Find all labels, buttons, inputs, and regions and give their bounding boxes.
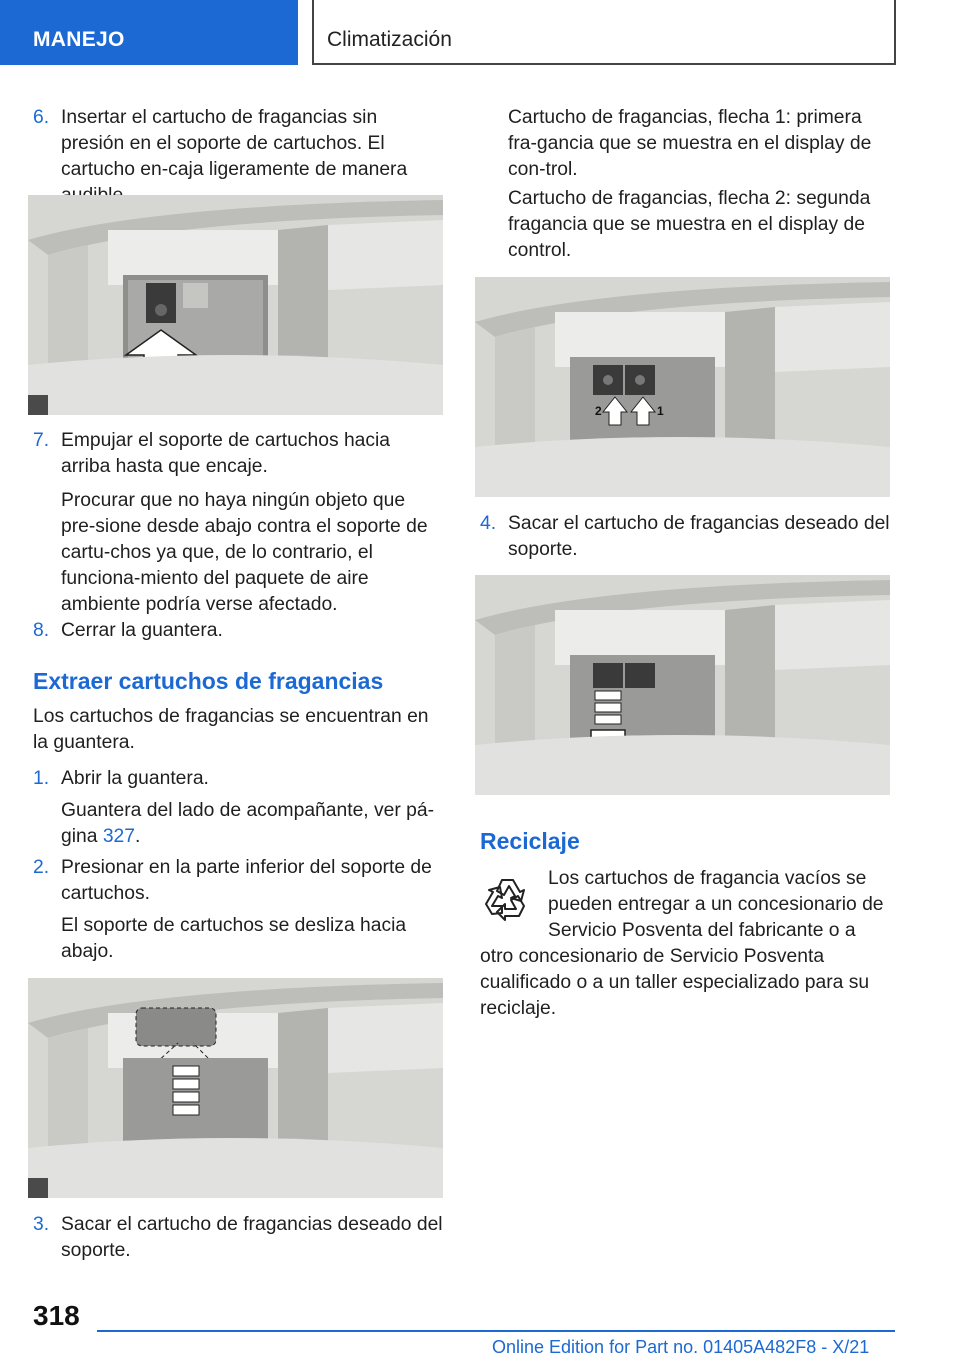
step-2-note: El soporte de cartuchos se desliza hacia abajo.	[61, 915, 407, 962]
step-text: Abrir la guantera.	[61, 768, 209, 789]
step-8	[33, 618, 443, 644]
step-text: Cerrar la guantera.	[61, 620, 223, 641]
section-heading: Reciclaje	[480, 828, 580, 854]
glovebox-illustration	[475, 575, 890, 795]
edition-info: Online Edition for Part no. 01405A482F8 - X/21	[492, 1337, 870, 1357]
step-text: Insertar el cartucho de fragancias sin presión en el soporte de cartuchos. El cartucho en‐caja ligeramente de manera	[61, 107, 408, 180]
arrow-1-description: Cartucho de fragancias, flecha 1: primera fra‐gancia que se muestra en el display de con‐trol.	[508, 107, 872, 180]
step-number: 7.	[33, 430, 50, 451]
step-2	[33, 855, 443, 907]
intro-text: Los cartuchos de fragancias se encuentran en la guantera.	[33, 706, 429, 753]
figure-insert-cartridge	[28, 195, 443, 415]
topic-label: Climatización	[327, 28, 452, 51]
glovebox-illustration	[28, 195, 443, 415]
section-heading: Extraer cartuchos de fragancias	[33, 668, 384, 694]
step-1	[33, 766, 443, 792]
arrow-label-2: 2	[595, 404, 602, 418]
step-1-note	[61, 798, 443, 850]
step-1-note-text: Guantera del lado de acompañante, ver pá‐gina	[61, 800, 435, 847]
topic-header	[312, 0, 896, 65]
page-number: 318	[33, 1300, 80, 1331]
step-number: 6.	[33, 107, 50, 128]
step-7-note: Procurar que no haya ningún objeto que pre‐sione desde abajo contra el soporte de cartu‐chos ya que, de lo contrario, el funciona‐miento del paquete de aire ambiente podría verse afectado.	[61, 490, 428, 615]
step-6	[33, 105, 443, 209]
step-text: Empujar el soporte de cartuchos hacia arriba hasta que encaje.	[61, 430, 391, 477]
step-text: Sacar el cartucho de fragancias deseado del soporte.	[61, 1214, 443, 1261]
section-tab[interactable]	[0, 0, 298, 65]
figure-press-holder	[28, 978, 443, 1198]
step-text: Presionar en la parte inferior del soporte de cartuchos.	[61, 857, 432, 904]
recycle-paragraph: Los cartuchos de fragancia vacíos se pueden entregar a un concesionario de Servicio Posventa del fabricante o a otro concesionario de Servicio Posventa cualificado o a un taller especializado para su reciclaje.	[480, 868, 884, 1019]
step-7	[33, 428, 443, 480]
step-number: 4.	[480, 513, 497, 534]
step-text: Sacar el cartucho de fragancias deseado del soporte.	[508, 513, 890, 560]
page-link[interactable]: 327	[102, 826, 135, 847]
step-number: 8.	[33, 620, 50, 641]
arrow-label-1: 1	[657, 404, 664, 418]
step-number: 1.	[33, 768, 50, 789]
section-label: MANEJO	[33, 28, 125, 51]
figure-cartridge-arrows	[475, 277, 890, 497]
footer-divider	[97, 1330, 895, 1332]
step-number: 3.	[33, 1214, 50, 1235]
step-3	[33, 1212, 443, 1264]
step-number: 2.	[33, 857, 50, 878]
step-1-note-end: .	[135, 826, 141, 847]
glovebox-illustration	[475, 277, 890, 497]
step-4	[480, 511, 892, 563]
figure-remove-cartridge	[475, 575, 890, 795]
arrow-2-description: Cartucho de fragancias, flecha 2: segunda fragancia que se muestra en el display de control.	[508, 188, 871, 261]
glovebox-illustration	[28, 978, 443, 1198]
